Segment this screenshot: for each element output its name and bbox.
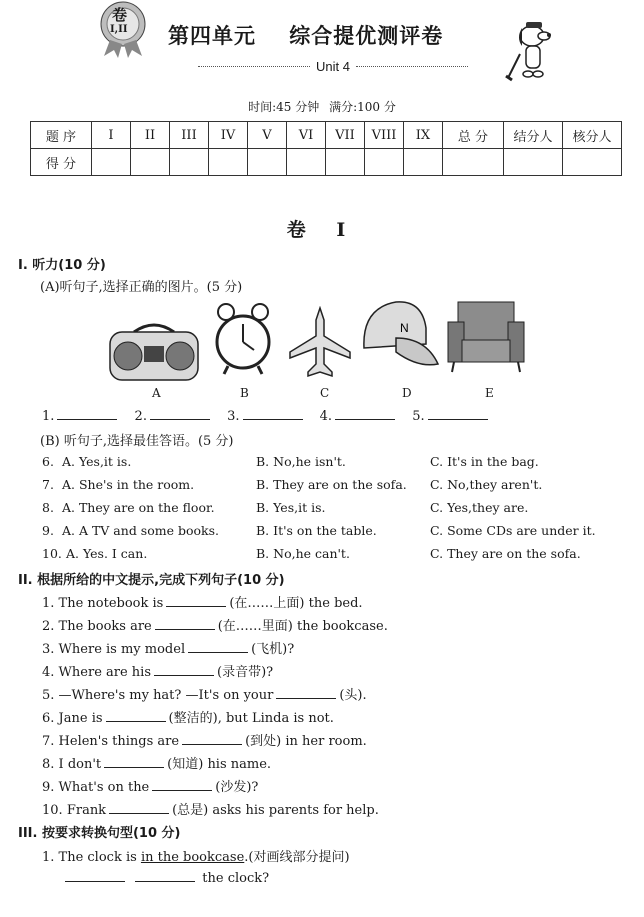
table-cell: III bbox=[170, 122, 209, 149]
score-input-cell[interactable] bbox=[248, 149, 287, 176]
question-number: 7. bbox=[42, 477, 54, 492]
table-row bbox=[31, 149, 622, 176]
paper-title: 卷 I bbox=[286, 219, 358, 241]
answer-blank[interactable] bbox=[150, 407, 210, 420]
item-number: 1. bbox=[42, 596, 55, 611]
question-number: 10. bbox=[42, 546, 62, 561]
score-input-cell[interactable] bbox=[326, 149, 365, 176]
option-a: A. They are on the floor. bbox=[62, 500, 215, 515]
item-hint: (飞机)? bbox=[251, 642, 295, 657]
section-heading-transform: III. 按要求转换句型(10 分) bbox=[18, 826, 181, 841]
option-b: B. No,he isn't. bbox=[256, 454, 346, 469]
fill-item bbox=[42, 776, 258, 795]
question-number: 8. bbox=[42, 500, 54, 515]
item-number: 6. bbox=[42, 711, 55, 726]
answer-blank[interactable] bbox=[276, 686, 336, 699]
armchair-icon bbox=[446, 300, 526, 374]
item-number: 3. bbox=[42, 642, 55, 657]
score-input-cell[interactable] bbox=[365, 149, 404, 176]
score-table bbox=[30, 121, 622, 176]
dotted-rule bbox=[198, 66, 310, 67]
item-hint: (在……上面) bbox=[229, 596, 305, 611]
table-cell: 核分人 bbox=[563, 122, 622, 149]
item-text: the bookcase. bbox=[297, 619, 388, 634]
item-text: the clock? bbox=[202, 871, 270, 886]
item-instruction: .(对画线部分提问) bbox=[244, 850, 350, 865]
baseball-cap-icon bbox=[356, 298, 440, 372]
option-c: C. It's in the bag. bbox=[430, 454, 539, 469]
item-number: 4. bbox=[42, 665, 55, 680]
answer-blank[interactable] bbox=[106, 709, 166, 722]
answer-blank[interactable] bbox=[152, 778, 212, 791]
snoopy-golfer-icon bbox=[502, 18, 562, 90]
option-b: B. Yes,it is. bbox=[256, 500, 326, 515]
question-number: 6. bbox=[42, 454, 54, 469]
dotted-rule bbox=[356, 66, 468, 67]
score-input-cell[interactable] bbox=[287, 149, 326, 176]
answer-number: 2. bbox=[134, 409, 147, 424]
fill-item bbox=[42, 615, 388, 634]
table-cell: II bbox=[131, 122, 170, 149]
fill-item bbox=[42, 707, 334, 726]
table-cell: IV bbox=[209, 122, 248, 149]
table-cell: IX bbox=[404, 122, 443, 149]
badge-text: 卷 bbox=[112, 6, 128, 24]
fill-item bbox=[42, 638, 294, 657]
score-input-cell[interactable] bbox=[563, 149, 622, 176]
item-number: 9. bbox=[42, 780, 55, 795]
section-heading-listening: I. 听力(10 分) bbox=[18, 258, 106, 273]
score-input-cell[interactable] bbox=[504, 149, 563, 176]
answer-number: 1. bbox=[42, 409, 55, 424]
question-number: 9. bbox=[42, 523, 54, 538]
item-hint: (录音带)? bbox=[217, 665, 274, 680]
score-label: 满分:100 分 bbox=[329, 100, 396, 114]
table-row bbox=[31, 122, 622, 149]
table-cell: 题 序 bbox=[31, 122, 92, 149]
item-text: Frank bbox=[66, 803, 107, 818]
item-hint: (知道) bbox=[167, 757, 204, 772]
answer-number: 4. bbox=[319, 409, 333, 424]
answer-blank[interactable] bbox=[154, 663, 214, 676]
score-input-cell[interactable] bbox=[92, 149, 131, 176]
fill-item bbox=[42, 730, 367, 749]
option-c: C. Some CDs are under it. bbox=[430, 523, 596, 538]
option-c: C. Yes,they are. bbox=[430, 500, 529, 515]
answer-number: 5. bbox=[412, 409, 425, 424]
answer-blank[interactable] bbox=[155, 617, 215, 630]
answer-blank[interactable] bbox=[188, 640, 248, 653]
item-text: in her room. bbox=[285, 734, 367, 749]
option-b: B. They are on the sofa. bbox=[256, 477, 407, 492]
picture-label: A bbox=[152, 386, 161, 400]
option-c: C. They are on the sofa. bbox=[430, 546, 581, 561]
item-text: 1. The clock is bbox=[42, 850, 137, 865]
item-number: 10. bbox=[42, 803, 63, 818]
item-text: Where are his bbox=[58, 665, 152, 680]
item-text: Where is my model bbox=[58, 642, 186, 657]
table-cell: V bbox=[248, 122, 287, 149]
fill-item bbox=[42, 592, 363, 611]
item-number: 2. bbox=[42, 619, 55, 634]
answer-blank[interactable] bbox=[135, 869, 195, 882]
answer-blank[interactable] bbox=[104, 755, 164, 768]
fill-item bbox=[42, 661, 273, 680]
answer-blank[interactable] bbox=[182, 732, 242, 745]
answer-blank[interactable] bbox=[65, 869, 125, 882]
answer-blank[interactable] bbox=[166, 594, 226, 607]
item-hint: (沙发)? bbox=[215, 780, 259, 795]
picture-label: C bbox=[320, 386, 330, 400]
item-text: Jane is bbox=[58, 711, 103, 726]
item-text: I don't bbox=[58, 757, 102, 772]
option-c: C. No,they aren't. bbox=[430, 477, 543, 492]
part-b-instruction: (B) 听句子,选择最佳答语。(5 分) bbox=[40, 434, 234, 449]
picture-label: D bbox=[402, 386, 412, 400]
item-text: The notebook is bbox=[58, 596, 164, 611]
item-number: 5. bbox=[42, 688, 55, 703]
answer-blank[interactable] bbox=[57, 407, 117, 420]
score-input-cell[interactable] bbox=[209, 149, 248, 176]
answer-row-1-5 bbox=[42, 407, 491, 424]
page-title: 第四单元 综合提优测评卷 bbox=[168, 23, 444, 48]
underlined-phrase: in the bookcase bbox=[140, 850, 245, 865]
answer-number: 3. bbox=[227, 409, 240, 424]
item-text: asks his parents for help. bbox=[212, 803, 379, 818]
item-hint: (总是) bbox=[172, 803, 209, 818]
answer-blank[interactable] bbox=[243, 407, 303, 420]
item-text: Helen's things are bbox=[58, 734, 180, 749]
score-input-cell[interactable] bbox=[443, 149, 504, 176]
option-a: A. A TV and some books. bbox=[62, 523, 219, 538]
table-cell: 总 分 bbox=[443, 122, 504, 149]
item-hint: (到处) bbox=[245, 734, 282, 749]
transform-item bbox=[42, 846, 350, 865]
table-cell: I bbox=[92, 122, 131, 149]
item-number: 8. bbox=[42, 757, 55, 772]
fill-item bbox=[42, 684, 367, 703]
alarm-clock-icon bbox=[214, 302, 272, 376]
score-input-cell[interactable] bbox=[131, 149, 170, 176]
unit-label: Unit 4 bbox=[316, 58, 350, 74]
option-a: A. Yes,it is. bbox=[62, 454, 132, 469]
answer-blank[interactable] bbox=[109, 801, 169, 814]
item-hint: (在……里面) bbox=[217, 619, 293, 634]
section-heading-translation: II. 根据所给的中文提示,完成下列句子(10 分) bbox=[18, 573, 285, 588]
airplane-icon bbox=[288, 306, 352, 378]
radio-cassette-icon bbox=[108, 318, 200, 382]
score-input-cell[interactable] bbox=[404, 149, 443, 176]
table-cell: 得 分 bbox=[31, 149, 92, 176]
item-text: What's on the bbox=[58, 780, 150, 795]
fill-item bbox=[42, 753, 271, 772]
item-text: The books are bbox=[58, 619, 152, 634]
option-a: A. Yes. I can. bbox=[66, 546, 148, 561]
option-b: B. No,he can't. bbox=[256, 546, 350, 561]
item-text: but Linda is not. bbox=[225, 711, 334, 726]
picture-label: B bbox=[240, 386, 249, 400]
answer-blank[interactable] bbox=[428, 407, 488, 420]
item-hint: (整洁的), bbox=[168, 711, 222, 726]
option-a: A. She's in the room. bbox=[62, 477, 195, 492]
table-cell: VII bbox=[326, 122, 365, 149]
score-input-cell[interactable] bbox=[170, 149, 209, 176]
time-label: 时间:45 分钟 bbox=[248, 100, 320, 114]
transform-answer-line bbox=[62, 869, 269, 886]
answer-blank[interactable] bbox=[335, 407, 395, 420]
part-a-instruction: (A)听句子,选择正确的图片。(5 分) bbox=[40, 280, 243, 295]
badge-subtext: I,II bbox=[110, 24, 128, 35]
unit-line bbox=[198, 56, 468, 76]
option-b: B. It's on the table. bbox=[256, 523, 377, 538]
fill-item bbox=[42, 799, 379, 818]
item-text: —Where's my hat? —It's on your bbox=[58, 688, 274, 703]
item-text: his name. bbox=[207, 757, 272, 772]
table-cell: VI bbox=[287, 122, 326, 149]
exam-meta bbox=[0, 98, 644, 115]
item-hint: (头). bbox=[339, 688, 367, 703]
item-text: the bed. bbox=[308, 596, 363, 611]
item-number: 7. bbox=[42, 734, 55, 749]
table-cell: 结分人 bbox=[504, 122, 563, 149]
svg-text:N: N bbox=[400, 321, 409, 335]
picture-label: E bbox=[485, 386, 494, 400]
table-cell: VIII bbox=[365, 122, 404, 149]
